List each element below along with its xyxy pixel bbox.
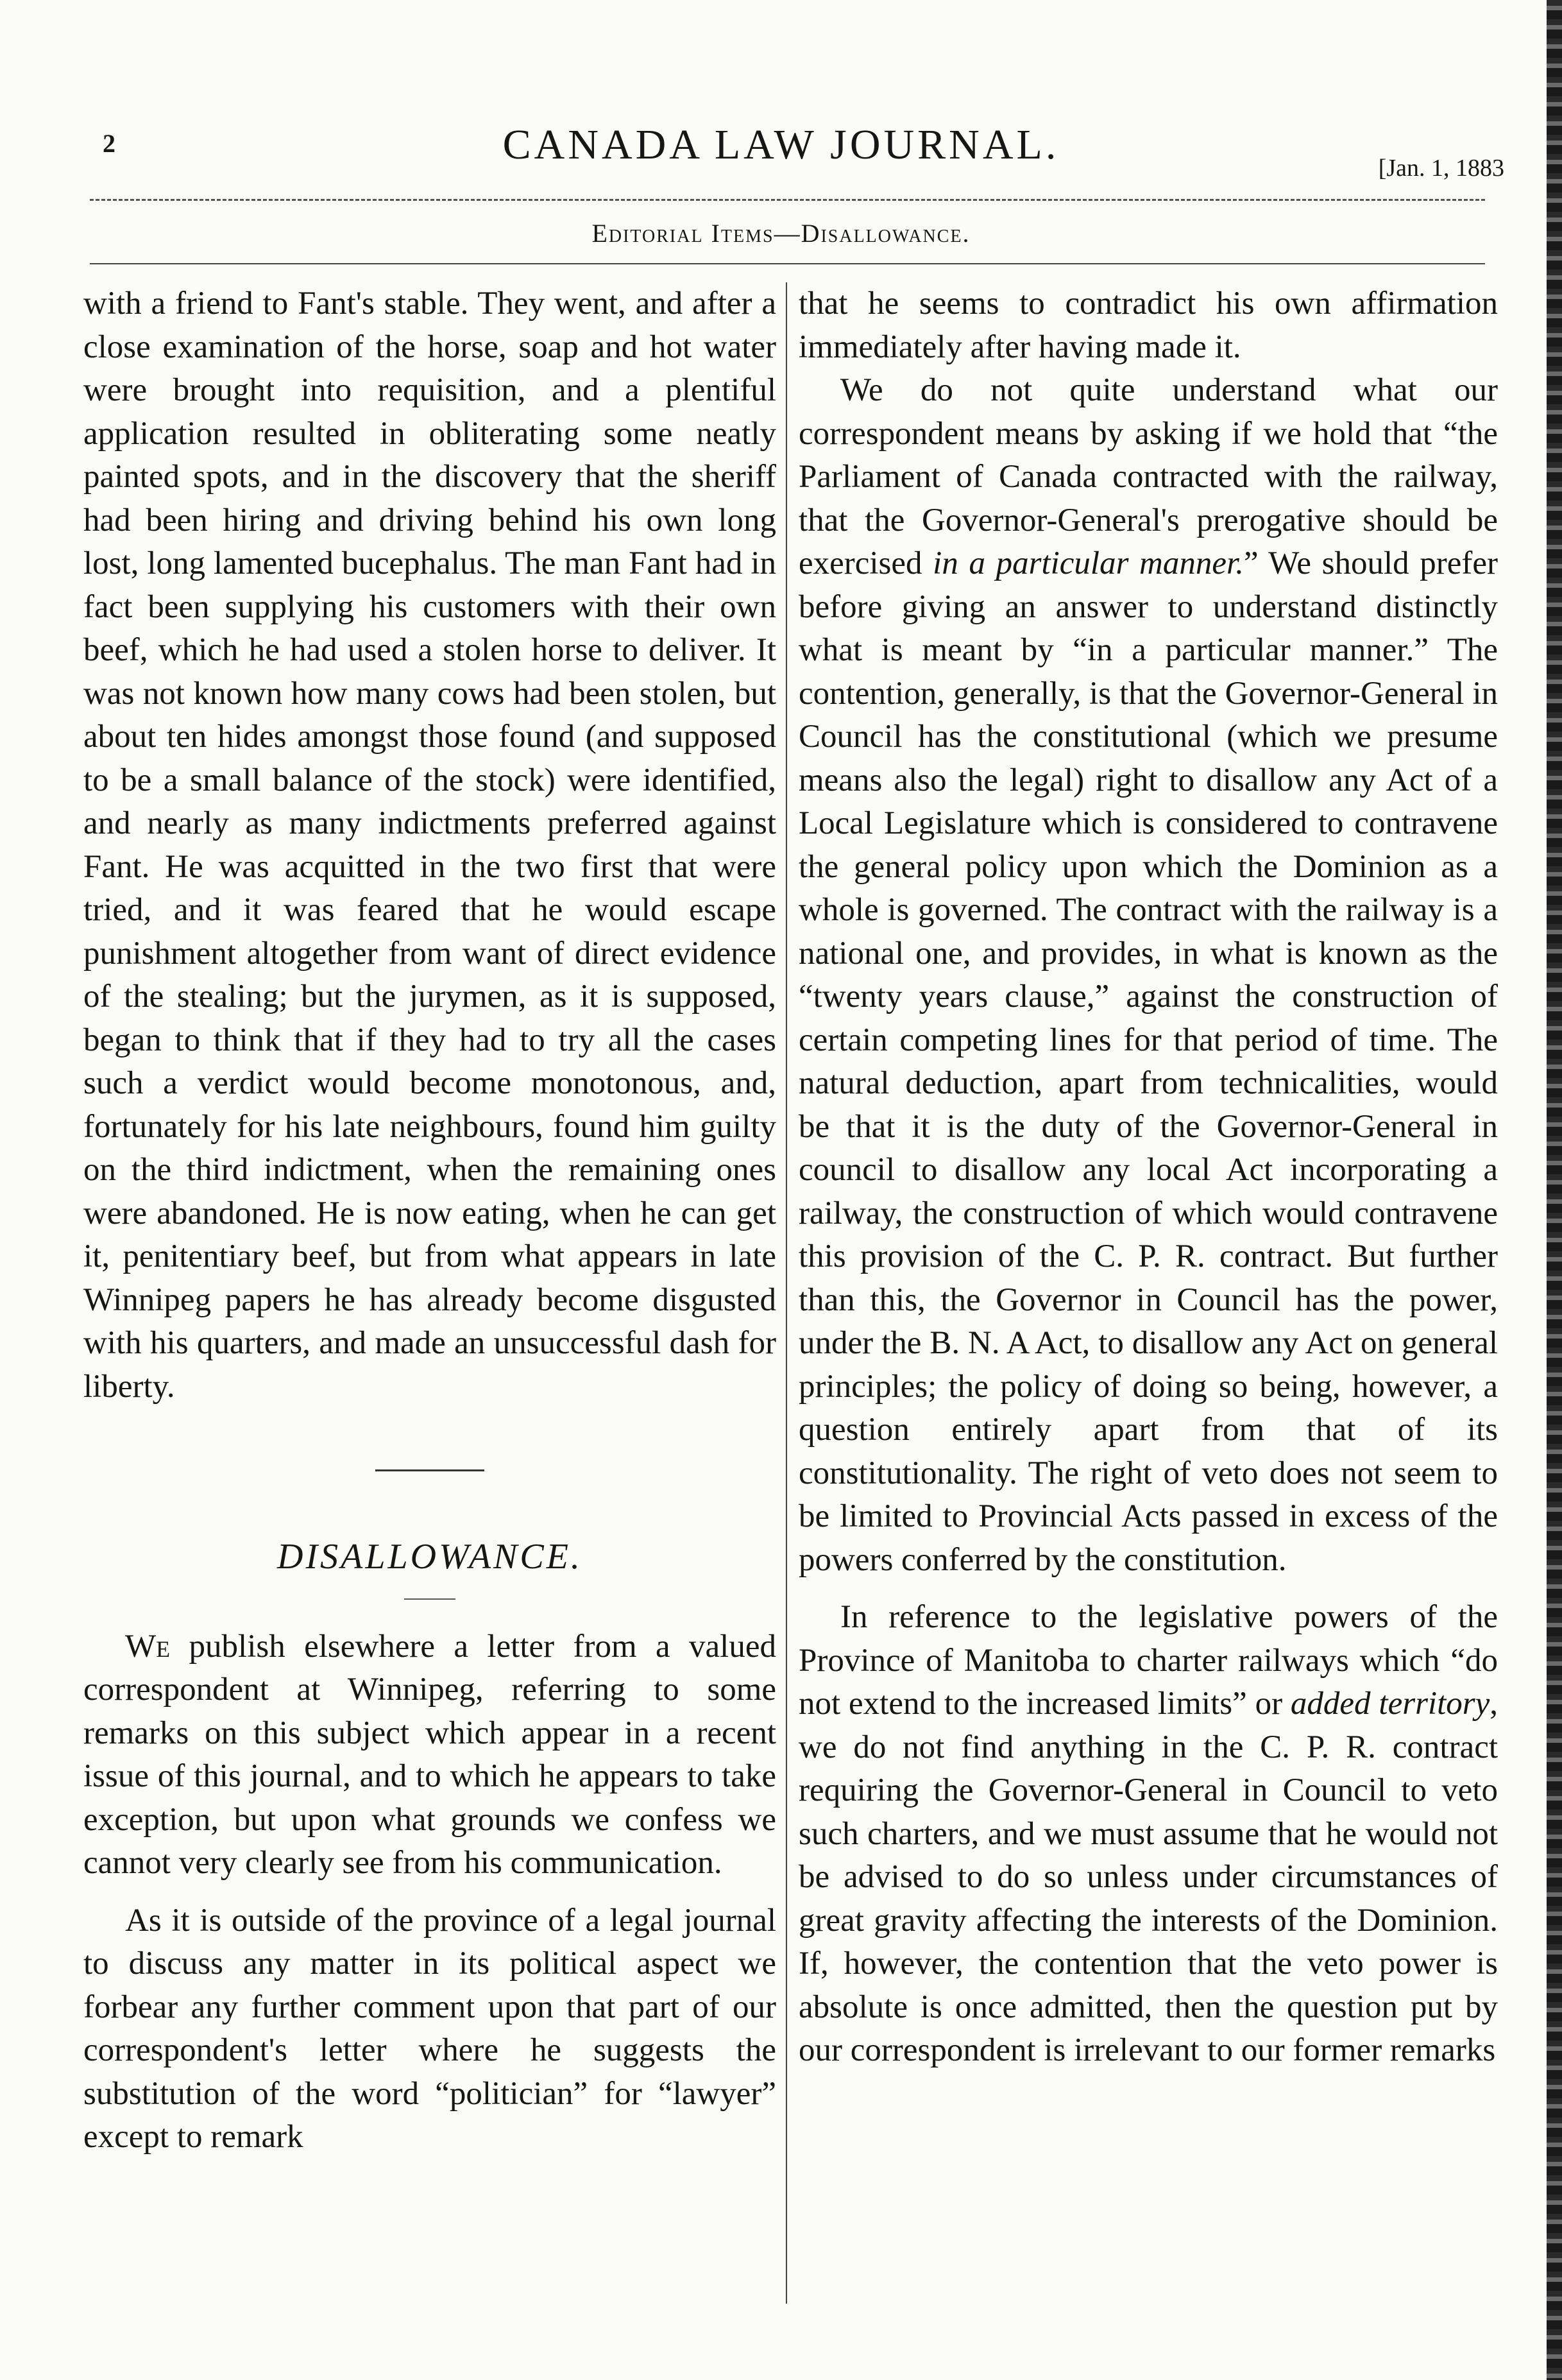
right-column <box>799 282 1498 2073</box>
right-paragraph-1-text-a: We do not quite understand what our correspondent means by asking if we hold that “the Parliament of Canada contracted with the railway, that the Governor-General's prerogative should be exercised <box>799 372 1498 581</box>
journal-title: CANADA LAW JOURNAL. <box>502 121 1060 168</box>
right-paragraph-2-text-a: In reference to the legislative powers of the Province of Manitoba to charter railways which “do not extend to the increased limits” or <box>799 1599 1498 1722</box>
paragraph-lead-word: We <box>125 1628 171 1665</box>
right-paragraph-2 <box>799 1596 1498 2073</box>
left-column <box>83 282 776 2159</box>
title-rule <box>404 1598 455 1600</box>
section-rule <box>90 263 1485 264</box>
right-paragraph-1-italic: in a particular manner. <box>933 545 1244 581</box>
header-rule <box>90 199 1485 201</box>
right-continuation-paragraph: that he seems to contradict his own affirmation immediately after having made it. <box>799 286 1498 365</box>
left-continuation-paragraph: with a friend to Fant's stable. They went, and after a close examination of the horse, soap and hot water were brought into requisition, and a plentiful application resulted in obliterating some neatly painted spots, and in the discovery that the sheriff had been hiring and driving behind his own long lost, long lamented bucephalus. The man Fant had in fact been supplying his customers with their own beef, which he had used a stolen horse to deliver. It was not known how many cows had been stolen, but about ten hides amongst those found (and supposed to be a small balance of the stock) were identified, and nearly as many indictments preferred against Fant. He was acquitted in the two first that were tried, and it was feared that he would escape punishment altogether from want of direct evidence of the stealing; but the jurymen, as it is supposed, began to think that if they had to try all the cases such a verdict would become monotonous, and, fortunately for his late neighbours, found him guilty on the third indictment, when the remaining ones were abandoned. He is now eating, when he can get it, penitentiary beef, but from what appears in late Winnipeg papers he has already become disgusted with his quarters, and made an unsuccessful dash for liberty. <box>83 286 776 1405</box>
column-divider <box>786 282 787 2304</box>
right-paragraph-1 <box>799 369 1498 1582</box>
right-paragraph-1-text-b: ” We should prefer before giving an answer to understand distinctly what is meant by “in a particular manner.” The contention, generally, is that the Governor-General in Council has the constitutional (which we presume means also the legal) right to disallow any Act of a Local Legislature which is considered to contravene the general policy upon which the Dominion as a whole is governed. The contract with the railway is a national one, and provides, in what is known as the “twenty years clause,” against the construction of certain competing lines for that period of time. The natural deduction, apart from technicalities, would be that it is the duty of the Governor-General in council to disallow any local Act incorporating a railway, the construction of which would contravene this provision of the C. P. R. contract. But further than this, the Governor in Council has the power, under the B. N. A Act, to disallow any Act on general principles; the policy of doing so being, however, a question entirely apart from that of its constitutionality. The right of veto does not seem to be limited to Provincial Acts passed in excess of the powers conferred by the constitution. <box>799 545 1498 1578</box>
issue-date: [Jan. 1, 1883 <box>1378 155 1504 182</box>
right-paragraph-2-italic: added territory <box>1290 1686 1490 1722</box>
article-paragraph-1 <box>83 1625 776 1885</box>
article-paragraph-2: As it is outside of the province of a legal journal to discuss any matter in its political aspect we forbear any further comment upon that part of our correspondent's letter where he suggests the substitution of the word “politician” for “lawyer” except to remark <box>83 1902 776 2155</box>
page-number: 2 <box>103 129 115 158</box>
article-title: DISALLOWANCE. <box>277 1537 582 1577</box>
section-heading: Editorial Items—Disallowance. <box>591 219 971 248</box>
paragraph-1-text: publish elsewhere a letter from a valued correspondent at Winnipeg, referring to some remarks on this subject which appear in a recent issue of this journal, and to which he appears to take exception, but upon what grounds we confess we cannot very clearly see from his communication. <box>83 1628 776 1881</box>
scan-edge-shadow <box>1547 0 1562 2380</box>
right-paragraph-2-text-b: , we do not find anything in the C. P. R. contract requiring the Governor-General in Council to veto such charters, and we must assume that he would not be advised to do so unless under circumstances of great gravity affecting the interests of the Dominion. If, however, the contention that the veto power is absolute is once admitted, then the question put by our correspondent is irrelevant to our former remarks <box>799 1686 1498 2068</box>
article-separator <box>375 1469 484 1471</box>
